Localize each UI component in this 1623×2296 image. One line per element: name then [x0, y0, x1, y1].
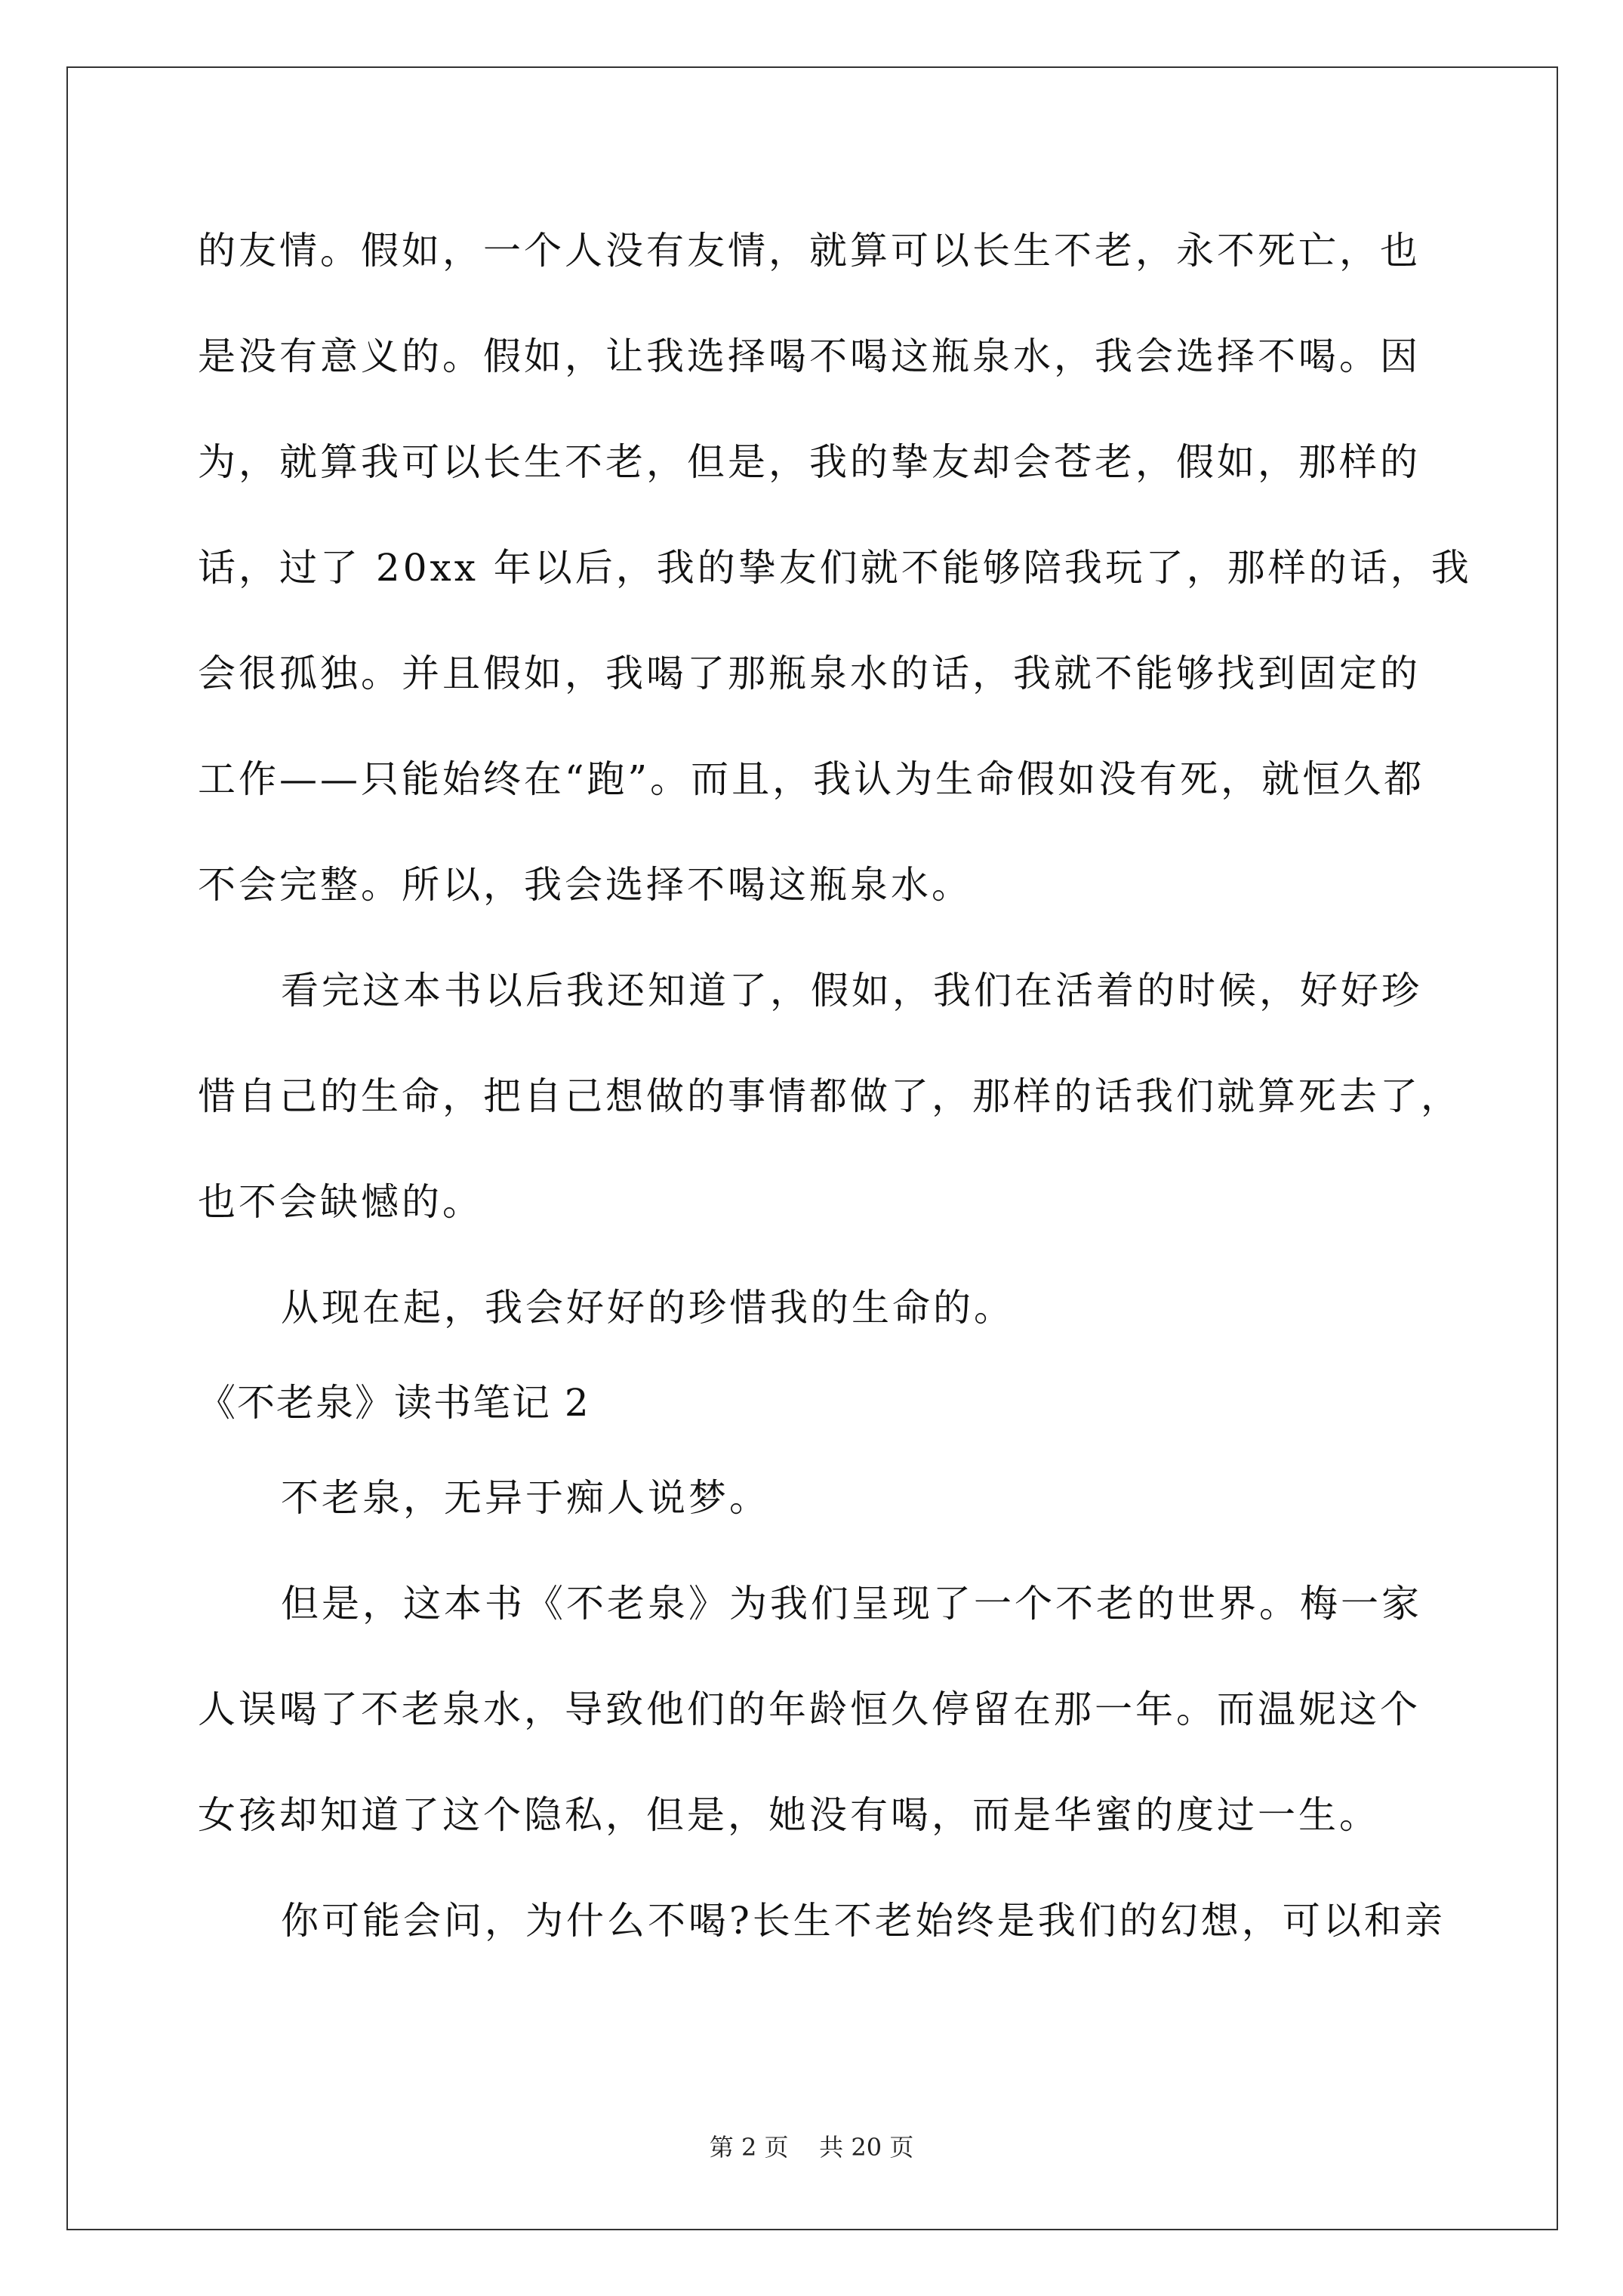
paragraph-start-line: 你可能会问，为什么不喝?长生不老始终是我们的幻想，可以和亲: [281, 1899, 1446, 1943]
text-line: 会很孤独。并且假如，我喝了那瓶泉水的话，我就不能够找到固定的: [198, 652, 1421, 695]
page-number-footer: 第 2 页 共 20 页: [709, 2133, 914, 2162]
text-line: 惜自己的生命，把自己想做的事情都做了，那样的话我们就算死去了，: [198, 1074, 1461, 1118]
text-line: 工作——只能始终在“跑”。而且，我认为生命假如没有死，就恒久都: [198, 757, 1425, 801]
text-line: 是没有意义的。假如，让我选择喝不喝这瓶泉水，我会选择不喝。因: [198, 334, 1421, 378]
text-line: 也不会缺憾的。: [198, 1180, 483, 1224]
text-line: 的友情。假如，一个人没有友情，就算可以长生不老，永不死亡，也: [198, 229, 1421, 273]
text-line: 为，就算我可以长生不老，但是，我的挚友却会苍老，假如，那样的: [198, 440, 1421, 484]
paragraph-start-line: 但是，这本书《不老泉》为我们呈现了一个不老的世界。梅一家: [281, 1582, 1422, 1626]
text-line: 不会完整。所以，我会选择不喝这瓶泉水。: [198, 863, 972, 907]
section-heading: 《不老泉》读书笔记 2: [198, 1381, 590, 1425]
text-line: 人误喝了不老泉水，导致他们的年龄恒久停留在那一年。而温妮这个: [198, 1687, 1421, 1731]
paragraph-start-line: 不老泉，无异于痴人说梦。: [281, 1476, 770, 1520]
paragraph-start-line: 看完这本书以后我还知道了，假如，我们在活着的时候，好好珍: [281, 969, 1422, 1012]
paragraph-start-line: 从现在起，我会好好的珍惜我的生命的。: [281, 1286, 1015, 1330]
text-line: 话，过了 20xx 年以后，我的挚友们就不能够陪我玩了，那样的话，我: [198, 546, 1472, 590]
text-line: 女孩却知道了这个隐私，但是，她没有喝，而是华蜜的度过一生。: [198, 1793, 1380, 1837]
